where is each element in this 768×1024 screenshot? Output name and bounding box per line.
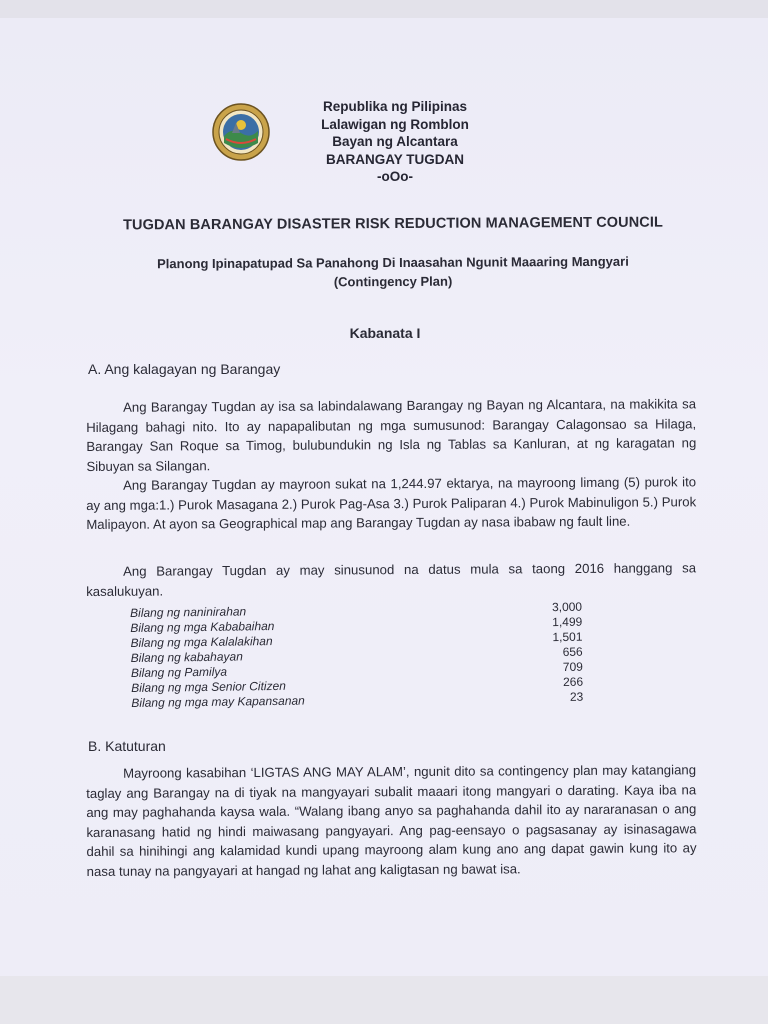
stat-value: 266	[562, 674, 584, 689]
scan-margin	[0, 976, 768, 1024]
section-b-heading: B. Katuturan	[88, 738, 166, 754]
letterhead-ornament: -oOo-	[377, 169, 413, 184]
letterhead-barangay: BARANGAY TUGDAN	[325, 151, 464, 167]
plan-title-sub: (Contingency Plan)	[333, 273, 453, 290]
section-a-heading: A. Ang kalagayan ng Barangay	[88, 361, 281, 377]
stat-label: Bilang ng mga Kababaihan	[130, 618, 275, 635]
plan-title-main: Planong Ipinapatupad Sa Panahong Di Inaasahan Ngunit Maaaring Mangyari	[157, 253, 629, 272]
council-title: TUGDAN BARANGAY DISASTER RISK REDUCTION MANAGEMENT COUNCIL	[123, 214, 663, 234]
letterhead-municipality: Bayan ng Alcantara	[332, 134, 458, 149]
paragraph-data-intro: Ang Barangay Tugdan ay may sinusunod na datus mula sa taong 2016 hanggang sa kasalukuyan.	[86, 560, 697, 599]
stat-value: 23	[569, 689, 584, 704]
stat-value: 3,000	[551, 599, 583, 615]
population-stats	[130, 600, 583, 711]
letterhead-republic: Republika ng Pilipinas	[322, 99, 468, 114]
paragraph-area: Ang Barangay Tugdan ay mayroon sukat na 1,244.97 ektarya, na mayroong limang (5) purok ito ay ang mga:1.) Purok Masagana 2.) Purok Pag-Asa 3.) Purok Paliparan 4.) Purok Mabinuligon 5.) Purok Malipayon. At ayon sa Geographical map ang Barangay Tugdan ay nasa ibabaw ng fault line.	[86, 474, 697, 532]
plan-title	[100, 251, 686, 292]
stat-label: Bilang ng kabahayan	[130, 649, 243, 665]
paragraph-katuturan: Mayroong kasabihan ‘LIGTAS ANG MAY ALAM’, ngunit dito sa contingency plan may katangiang taglay ang Barangay na di tiyak na mangyayari subalit maaari itong mangyari o darating. Kaya iba na ang may paghahanda kaysa wala. “Walang ibang anyo sa paghahanda dahil ito ay nararanasan o ang karanasang hatid ng hindi maiwasang pangyayari. Ang pag-eensayo o pagsasanay ay isinasagawa dahil sa hinihingi ang kalamidad kundi upang mayroong alam kung ano ang dapat gawin kung ito ay nasa tunay na pangyayari at hangad ng lahat ang kaligtasan ng bawat isa.	[86, 762, 697, 879]
stat-value: 1,499	[552, 614, 583, 630]
barangay-seal-icon	[212, 103, 270, 161]
stat-label: Bilang ng mga Kalalakihan	[130, 634, 273, 650]
stat-value: 1,501	[552, 629, 583, 645]
stat-value: 709	[562, 659, 583, 674]
letterhead-province: Lalawigan ng Romblon	[321, 116, 469, 132]
chapter-heading: Kabanata I	[349, 325, 421, 341]
paragraph-location: Ang Barangay Tugdan ay isa sa labindalawang Barangay ng Bayan ng Alcantara, na makikita sa Hilagang bahagi nito. Ito ay napapalibutan ng mga sumusunod: Barangay Calagonsao sa Hilaga, Barangay San Roque sa Timog, bulubundukin ng Isla ng Tablas sa Kanluran, at ng karagatan ng Sibuyan sa Silangan.	[86, 396, 697, 474]
letterhead	[300, 98, 490, 186]
stat-label: Bilang ng mga may Kapansanan	[131, 693, 305, 710]
stat-label: Bilang ng Pamilya	[130, 664, 228, 680]
stat-label: Bilang ng mga Senior Citizen	[131, 678, 286, 695]
stat-label: Bilang ng naninirahan	[130, 604, 247, 620]
stat-value: 656	[562, 644, 583, 659]
